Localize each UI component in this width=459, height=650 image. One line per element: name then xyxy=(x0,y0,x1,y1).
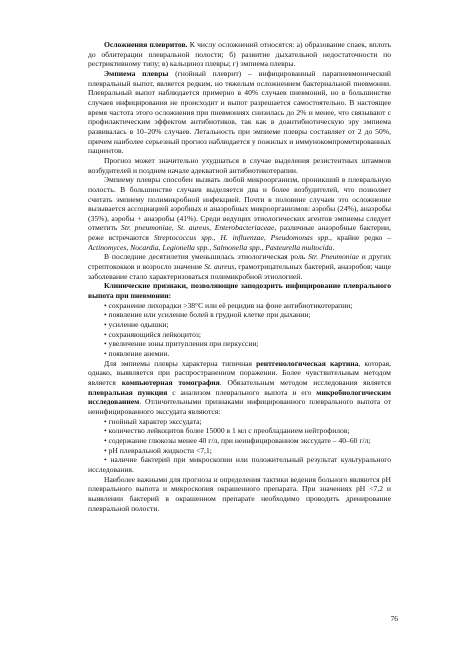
bold-text: Эмпиема плевры xyxy=(104,68,169,78)
list-item xyxy=(88,417,391,427)
bold-text: Клинические признаки, позволяющие заподозрить инфицирование плеврального выпота при пневмонии: xyxy=(88,281,391,301)
text-run: , которая, однако, выявляется при распространенном поражении. Более чувствительным методом является xyxy=(88,358,391,387)
paragraph xyxy=(88,156,391,175)
text-run: • количество лейкоцитов более 15000 в 1 мл с преобладанием нейтрофилов; xyxy=(104,426,350,436)
page-number: 76 xyxy=(390,614,398,623)
paragraph xyxy=(88,359,391,417)
italic-text: Actinomyces, Nocardia, Legionella spp., Salmonella spp., Pasteurella multocida xyxy=(88,242,333,252)
italic-text: Str. Pneumoniae xyxy=(308,252,359,262)
text-run: Прогноз может значительно ухудшаться в случае выделения резистентных штаммов возбудителей и позднем начале адекватной антибиотикотерапии. xyxy=(88,155,391,175)
bold-text: микробиологическим исследованием xyxy=(88,387,391,407)
bold-text: Осложнения плевритов. xyxy=(104,40,188,49)
bold-text: рентгенологическая картина xyxy=(256,358,359,368)
text-run: • усиление одышки; xyxy=(104,320,169,330)
italic-text: Streptococcus spp., H. influenzae, Pseudomonas spp., xyxy=(153,233,333,243)
list-item xyxy=(88,301,391,311)
list-item xyxy=(88,436,391,446)
text-run: • рН плевральной жидкости <7,1; xyxy=(104,445,212,455)
text-run: и других стрептококков и возросло значение xyxy=(88,252,391,272)
text-run: с анализом плеврального выпота и его xyxy=(167,387,317,397)
paragraph xyxy=(88,281,391,300)
paragraph xyxy=(88,475,391,514)
list-item xyxy=(88,320,391,330)
text-run: крайне редко – xyxy=(332,233,391,243)
text-run: • наличие бактерий при микроскопии или положительный результат культурального исследования. xyxy=(88,455,391,474)
list-item xyxy=(88,349,391,359)
list-item xyxy=(88,310,391,320)
italic-text: Str. pneumoniae, St. aureus, Enterobacteriaceae, xyxy=(121,223,277,233)
page-body xyxy=(88,40,391,513)
text-run: • увеличение зоны притупления при перкуссии; xyxy=(104,339,259,349)
text-run: (гнойный плеврит) – инфицированный парапневмонический плевральный выпот, является редким, но тяжелым осложнением бактериальной пневмонии. Плевральный выпот наблюдается примерно в 40% случаев пневмоний, но в большинстве случаев инфицирования не происходит и выпот разрешается самостоятельно. В настоящее время частота этого осложнения при пневмониях снизилась до 2% и менее, что связывают с профилактическим эффектом антибиотиков, так как в доантибиотическую эру эмпиема развивалась в 10–20% случаев. Летальность при эмпиеме плевры составляет от 2 до 50%, причем наиболее серьезный прогноз наблюдается у пожилых и иммунокомпрометированных пациентов. xyxy=(88,68,391,156)
text-run: К числу осложнений относятся: а) образование спаек, вплоть до облитерации плевральной полости; б) развитие дыхательной недостаточности по рестриктивному типу; в) кальциноз плевры; г) эмпиема плевры. xyxy=(88,40,391,69)
text-run: • содержание глюкозы менее 40 г/л, при неинфицированном экссудате – 40–60 г/л; xyxy=(104,435,371,445)
text-run: В последние десятилетия уменьшилась этиологическая роль xyxy=(104,252,309,262)
list-item xyxy=(88,455,391,474)
text-run: • появление анемии. xyxy=(104,349,170,358)
text-run: • появление или усиление болей в грудной клетке при дыхании; xyxy=(104,310,311,320)
text-run: , грамотрицательных бактерий, анаэробов; чаще заболевание стало характеризоваться полимикробной этиологией. xyxy=(88,262,391,281)
list-item xyxy=(88,446,391,456)
bold-text: компьютерная томография xyxy=(121,377,220,387)
paragraph xyxy=(88,252,391,281)
text-run: • сохранение лихорадки >38°С или её рецидив на фоне антибиотикотерапии; xyxy=(104,300,353,310)
italic-text: St. aureus xyxy=(204,262,235,272)
paragraph xyxy=(88,40,391,69)
bold-text: плевральная пункция xyxy=(88,387,168,397)
text-run: Эмпиему плевры способен вызвать любой микроорганизм, проникший в плевральную полость. В большинстве случаев выделяется два и более возбудителей, что позволяет считать эмпиему полимикробной инфекцией. Почти в половине случаев это осложнение вызывается ассоциацией аэробных и анаэробных микроорганизмов: аэробы (24%), анаэробы (35%), аэробы + анаэробы (41%). Среди ведущих этиологических агентов эмпиемы следует отметить xyxy=(88,175,391,233)
text-run: Наиболее важными для прогноза и определения тактики ведения больного являются рН плеврального выпота и микроскопия окрашенного препарата. При значениях рН <7,2 и выявлении бактерий в окрашенном препарате необходимо проводить дренирование плевральной полости. xyxy=(88,474,391,513)
list-item xyxy=(88,426,391,436)
paragraph xyxy=(88,69,391,156)
list-item xyxy=(88,330,391,340)
text-run: . Обязательным методом исследования является xyxy=(219,377,392,387)
text-run: . xyxy=(332,242,335,252)
paragraph xyxy=(88,175,391,252)
text-run: • сохраняющийся лейкоцитоз; xyxy=(104,329,202,339)
text-run: • гнойный характер экссудата; xyxy=(104,416,202,426)
text-run: . Отличительными признаками инфицированного плеврального выпота от неинфицированного экссудата являются: xyxy=(88,397,391,416)
list-item xyxy=(88,339,391,349)
text-run: Для эмпиемы плевры характерна типичная xyxy=(104,358,257,368)
text-run: различные анаэробные бактерии, реже встречаются xyxy=(88,223,392,243)
